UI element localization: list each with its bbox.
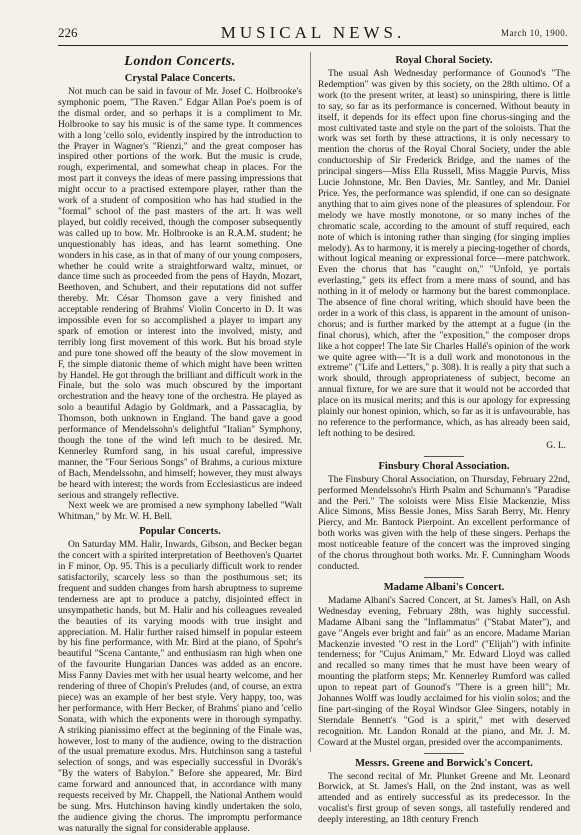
section-divider	[424, 456, 464, 457]
section-divider	[424, 753, 464, 754]
page-number: 226	[58, 25, 78, 40]
issue-date: March 10, 1900.	[501, 28, 568, 38]
article-paragraph: Next week we are promised a new symphony labelled "Walt Whitman," by Mr. W. H. Bell.	[58, 501, 302, 523]
right-column	[318, 52, 570, 826]
article-title: Crystal Palace Concerts.	[124, 73, 236, 84]
article-paragraph: Madame Albani's Sacred Concert, at St. James's Hall, on Ash Wednesday evening, February 28th, was highly successful. Madame Albani sang the "Inflammatus" ("Stabat Mater"), and gave "Angels ever bright and fair" as an encore. Madame Marian Mackenzie invested "O rest in the Lord" ("Elijah") with infinite tenderness; for "Cujus Animam," Mr. Edward Lloyd was called and recalled so many times that he must have been weary of mounting the platform steps; Mr. Kennerley Rumford was called upon to repeat part of Gounod's "There is a green hill"; Mr. Johannes Wolff was loudly acclaimed for his violin solos; and the fine part-singing of the Royal Windsor Glee Singers, notably in Sterndale Bennett's "God is a spirit," met with deserved recognition. Mr. Landon Ronald at the piano, and Mr. J. M. Coward at the Mustel organ, presided over the accompaniments.	[318, 595, 570, 748]
article-paragraph: Not much can be said in favour of Mr. Josef C. Holbrooke's symphonic poem, "The Raven." Edgar Allan Poe's poem is of the dismal order, and so perhaps it is a compliment to Mr. Holbrooke to say his music is of the same type. It commences with a long 'cello solo, evidently inspired by the introduction to the Prayer in Wagner's "Rienzi," and the great composer has inspired other portions of the work. But the music is crude, rough, experimental, and somewhat cheap in places. For the most part it conveys the ideas of mere passing impressions that might occur to a practised extempore player, rather than the work of a student of composition who has had studied in the "formal" school of the past masters of the art. It was well played, but coldly received, though the composer subsequently was called up to bow. Mr. Holbrooke is an R.A.M. student; he unquestionably has ideas, and has learnt something. One wonders in his case, as in that of many of our young composers, whether he could write a straightforward waltz, minuet, or dance time such as proceeded from the pens of Haydn, Mozart, Beethoven, and Schubert, and their reputations did not suffer thereby. Mr. César Thomson gave a very finished and acceptable rendering of Brahms' Violin Concerto in D. It was impossible even for so accomplished a player to impart any spark of emotion or interest into the involved, misty, and terribly long first movement of this work. But his broad style and pure tone showed off the beauty of the slow movement in F, the simple diatonic theme of which might have been written by Handel. He got through the brilliant and difficult work in the Finale, but the solo was much obscured by the important orchestration and the heavy tone of the orchestra. He played as solo a beautiful Adagio by Goldmark, and a Passacaglia, by Thomson, both unknown in England. The band gave a good performance of Mendelssohn's delightful "Italian" Symphony, though the tone of the wind left much to be desired. Mr. Kennerley Rumford sang, in his usual careful, impressive manner, the "Four Serious Songs" of Brahms, a curious mixture of Bach, Mendelssohn, and himself; however, they must always be heard with interest; the words from Ecclesiasticus are indeed serious and strangely reflective.	[58, 87, 302, 501]
article-title: Popular Concerts.	[139, 526, 221, 538]
article-paragraph: On Saturday MM. Halir, Inwards, Gibson, and Becker began the concert with a spirited interpretation of Beethoven's Quartet in F minor, Op. 95. This is a peculiarly difficult work to render satisfactorily, scarcely less so than the posthumous set; its frequent and sudden changes from harsh abruptness to supreme tenderness are apt to produce a patchy, disjointed effect in unsympathetic hands, but M. Halir and his colleagues revealed the beauties of its varying moods with true insight and appreciation. M. Halir further raised himself in popular esteem by his fine performance, with Mr. Bird at the piano, of Spohr's beautiful "Scena Cantante," and enthusiasm ran high when one of the favourite Hungarian Dances was added as an encore. Miss Fanny Davies met with her usual hearty welcome, and her rendering of three of Chopin's Preludes (and, of course, an extra piece) was an example of her best style. Very happy, too, was her performance, with Herr Becker, of Brahms' piano and 'cello Sonata, with which the exponents were in thorough sympathy. A striking pianissimo effect at the beginning of the Finale was, however, lost to many of the audience, owing to the distraction of the usual premature exodus. Mrs. Hutchinson sang a tasteful selection of songs, and was especially successful in Dvorák's "By the waters of Babylon." Before she appeared, Mr. Bird came forward and announced that, in accordance with many requests received by Mr. Chappell, the National Anthem would be sung. Mrs. Hutchinson having kindly undertaken the solo, the audience giving the chorus. The impromptu performance was naturally the signal for considerable applause.	[58, 540, 302, 834]
article-title: Royal Choral Society.	[395, 55, 493, 66]
article-title: Messrs. Greene and Borwick's Concert.	[355, 757, 533, 769]
page-header	[58, 22, 568, 46]
article-paragraph: The Finsbury Choral Association, on Thursday, February 22nd, performed Mendelssohn's Hirth Psalm and Schumann's "Paradise and the Peri." The soloists were Miss Elsie Mackenzie, Miss Alice Simons, Miss Bessie Jones, Miss Sarah Berry, Mr. Henry Piercy, and Mr. Bantock Pierpoint. An excellent performance of both works was given with the help of these singers. Perhaps the most noticeable feature of the concert was the improved singing of the chorus throughout both works. Mr. F. Cunningham Woods conducted.	[318, 474, 570, 572]
article-title: Madame Albani's Concert.	[383, 581, 505, 593]
section-divider	[424, 577, 464, 578]
section-heading: London Concerts.	[124, 54, 236, 69]
article-paragraph: The usual Ash Wednesday performance of Gounod's "The Redemption" was given by this society, on the 28th ultimo. Of a work (to the present writer, at least) so uninspiring, there is little to say, so far as its performance is concerned. Without beauty in itself, it depends for its effect upon fine chorus-singing and the most cultivated taste and style on the part of the soloists. That the work was set forth by these attractions, it is only necessary to mention the chorus of the Royal Choral Society, under the able conductorship of Sir Frederick Bridge, and the names of the principal singers—Miss Ella Russell, Miss Maggie Purvis, Miss Lucie Johnstone, Mr. Ben Davies, Mr. Santley, and Mr. Daniel Price. Yes, the performance was splendid, if one can so designate anything that to aim gives none of the pleasures of splendour. For melody we have mostly monotone, or so many inches of the chromatic scale, according to the amount of stuff required, each note of which is intoning rather than singing (for singing implies melody). As to harmony, it is merely a piecing-together of chords, without logical meaning or expressional force—mere patchwork. Even the chorus that has "caught on," "Unfold, ye portals everlasting," gets its effect from a mere mass of sound, and has nothing in it of melody or harmony but the barest commonplace. The absence of fine choral writing, which should have been the order in a work of this class, is apparent in the amount of unison-chorus; and is further marked by the attempt at a fugue (in the final chorus), which, after the "exposition," the composer drops like a hot copper! The late Sir Charles Hallé's opinion of the work we quite agree with—"It is a dull work and monotonous in the extreme" ("Life and Letters," p. 308). It is really a pity that such a work should, through appropriateness of subject, become an annual fixture, for we are sure that it would not be accorded that place on its musical merits; and this is our apology for expressing plainly our honest opinion, which, so far as it is unfavourable, has no reference to the performance, which, as has already been said, left nothing to be desired.	[318, 69, 570, 439]
author-signature: G. L.	[546, 440, 566, 451]
article-paragraph: The second recital of Mr. Plunket Greene and Mr. Leonard Borwick, at St. James's Hall, on the 2nd instant, was as well attended and as entirely successful as its predecessor. In the vocalist's first group of seven songs, all tastefully rendered and deeply interesting, an 18th century French	[318, 771, 570, 826]
column-divider	[310, 52, 311, 752]
article-title: Finsbury Choral Association.	[378, 460, 510, 472]
left-column	[58, 52, 302, 834]
masthead: MUSICAL NEWS.	[220, 23, 406, 42]
